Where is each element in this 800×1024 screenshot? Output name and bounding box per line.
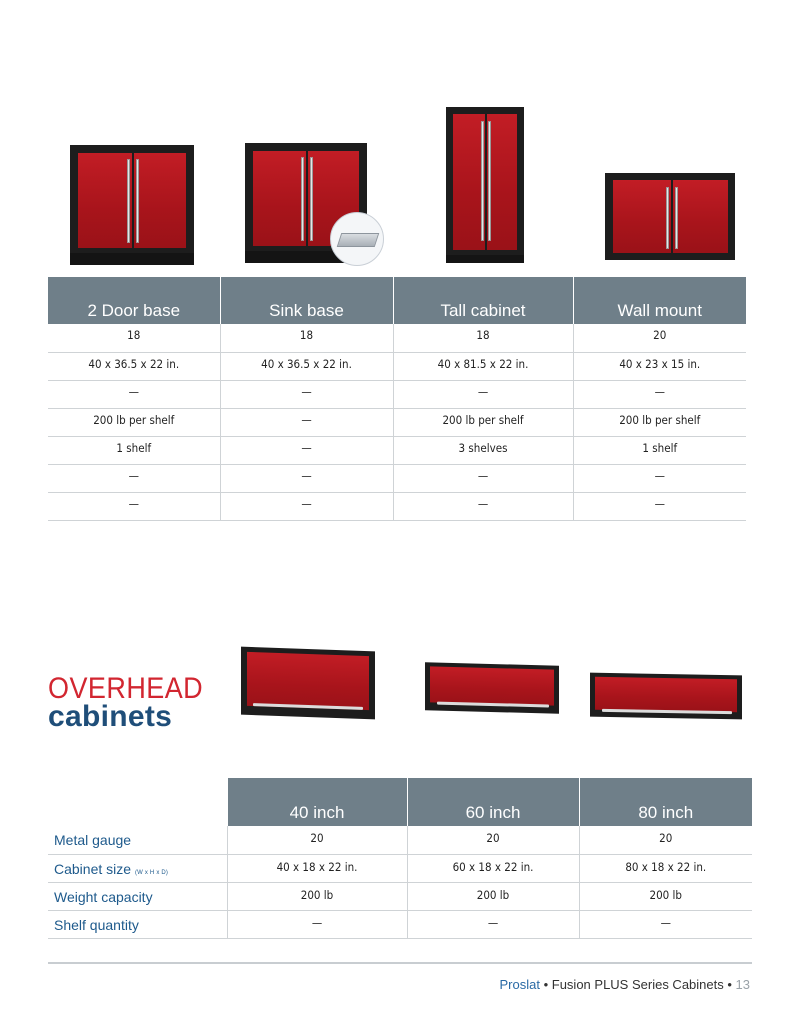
- overhead-title-line1: OVERHEAD: [48, 672, 204, 705]
- row-label-shelf-quantity: Shelf quantity: [48, 910, 227, 938]
- table-cell: 20: [573, 324, 746, 352]
- table-cell: —: [573, 380, 746, 408]
- table-cell: —: [393, 464, 573, 492]
- page-footer: [500, 977, 750, 992]
- table-cell: 200 lb per shelf: [573, 408, 746, 436]
- table-cell: —: [393, 492, 573, 520]
- base-cabinets-table: [48, 277, 746, 521]
- table-cell: 3 shelves: [393, 436, 573, 464]
- header-sink-base: Sink base: [220, 277, 393, 324]
- table-cell: —: [579, 910, 752, 938]
- table-row: [48, 352, 746, 380]
- header-80-inch: 80 inch: [579, 778, 752, 826]
- two-door-base-cabinet-image: [70, 145, 194, 265]
- header-tall-cabinet: Tall cabinet: [393, 277, 573, 324]
- header-40-inch: 40 inch: [227, 778, 407, 826]
- table-cell: 200 lb per shelf: [48, 408, 220, 436]
- overhead-60-inch-image: [425, 662, 559, 714]
- table-cell: —: [48, 464, 220, 492]
- table-cell: 40 x 36.5 x 22 in.: [48, 352, 220, 380]
- table-row: [48, 910, 752, 938]
- table-cell: 1 shelf: [573, 436, 746, 464]
- table-cell: 40 x 81.5 x 22 in.: [393, 352, 573, 380]
- table-cell: 40 x 23 x 15 in.: [573, 352, 746, 380]
- table-row: [48, 408, 746, 436]
- table-row: [48, 380, 746, 408]
- table-cell: 18: [220, 324, 393, 352]
- table-cell: 200 lb: [579, 882, 752, 910]
- table-cell: —: [220, 492, 393, 520]
- overhead-40-inch-image: [241, 647, 375, 720]
- header-blank: [48, 778, 227, 826]
- tall-cabinet-image: [446, 107, 524, 263]
- table-cell: —: [573, 464, 746, 492]
- table-row: [48, 882, 752, 910]
- footer-bullet: •: [539, 977, 552, 992]
- table-cell: 20: [407, 826, 579, 854]
- row-label-cabinet-size: Cabinet size (W x H x D): [48, 854, 227, 882]
- wall-mount-cabinet-image: [605, 173, 735, 260]
- table-cell: —: [48, 380, 220, 408]
- table-cell: —: [407, 910, 579, 938]
- header-2-door-base: 2 Door base: [48, 277, 220, 324]
- table-cell: 40 x 18 x 22 in.: [227, 854, 407, 882]
- table-cell: —: [220, 436, 393, 464]
- row-label-metal-gauge: Metal gauge: [48, 826, 227, 854]
- table-cell: 20: [227, 826, 407, 854]
- table-cell: —: [227, 910, 407, 938]
- header-wall-mount: Wall mount: [573, 277, 746, 324]
- table-row: [48, 854, 752, 882]
- row-label-weight-capacity: Weight capacity: [48, 882, 227, 910]
- table-cell: 200 lb: [227, 882, 407, 910]
- table-cell: 80 x 18 x 22 in.: [579, 854, 752, 882]
- table-cell: 60 x 18 x 22 in.: [407, 854, 579, 882]
- table-cell: 18: [48, 324, 220, 352]
- table-cell: —: [48, 492, 220, 520]
- footer-series: Fusion PLUS Series Cabinets: [551, 977, 724, 992]
- row-sublabel-dimensions: (W x H x D): [134, 869, 169, 876]
- footer-divider: [48, 962, 752, 964]
- overhead-cabinets-table: [48, 778, 752, 939]
- header-60-inch: 60 inch: [407, 778, 579, 826]
- table-row: [48, 436, 746, 464]
- footer-bullet: •: [723, 977, 736, 992]
- table-cell: 200 lb per shelf: [393, 408, 573, 436]
- table-row: [48, 464, 746, 492]
- table-cell: 40 x 36.5 x 22 in.: [220, 352, 393, 380]
- table-cell: —: [220, 380, 393, 408]
- overhead-title-line2: cabinets: [48, 700, 173, 733]
- table-cell: 18: [393, 324, 573, 352]
- page-number: 13: [735, 977, 750, 992]
- table-cell: 200 lb: [407, 882, 579, 910]
- table-row: [48, 324, 746, 352]
- footer-brand: Proslat: [499, 977, 540, 992]
- table-cell: —: [393, 380, 573, 408]
- table-cell: —: [220, 464, 393, 492]
- table-row: [48, 492, 746, 520]
- table-cell: —: [573, 492, 746, 520]
- table-cell: 1 shelf: [48, 436, 220, 464]
- table-row: [48, 826, 752, 854]
- overhead-80-inch-image: [590, 673, 742, 720]
- overhead-cabinets-heading: [48, 674, 220, 732]
- table-cell: 20: [579, 826, 752, 854]
- sink-tray-inset-image: [330, 212, 384, 266]
- table-cell: —: [220, 408, 393, 436]
